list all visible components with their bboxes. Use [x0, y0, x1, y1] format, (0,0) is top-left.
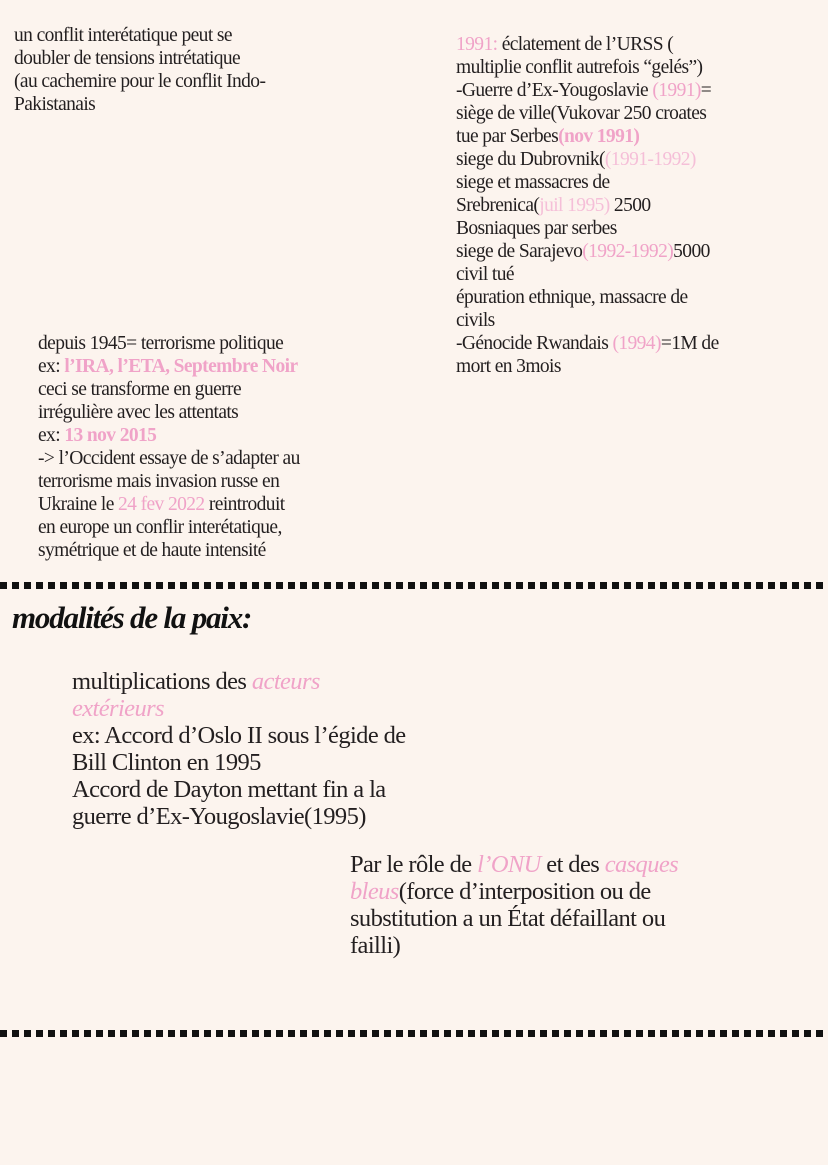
text-fragment: -Génocide Rwandais: [456, 333, 613, 354]
text-line: Bill Clinton en 1995: [72, 749, 261, 776]
text-line: ceci se transforme en guerre: [38, 379, 241, 400]
text-fragment: 2500: [609, 195, 651, 216]
text-line: guerre d’Ex-Yougoslavie(1995): [72, 803, 366, 830]
note-un-peacekeepers: [350, 851, 678, 959]
text-line: mort en 3mois: [456, 356, 561, 377]
keyword-highlight: acteurs: [251, 668, 320, 695]
text-line: [350, 878, 678, 905]
text-fragment: éclatement de l’URSS (: [497, 34, 674, 55]
date-highlight: (1992-1992): [582, 241, 674, 262]
text-line: failli): [350, 932, 401, 959]
text-line: [456, 79, 719, 102]
text-line: [456, 240, 719, 263]
text-line: irrégulière avec les attentats: [38, 402, 239, 423]
text-fragment: siege de Sarajevo: [456, 241, 583, 262]
text-line: -> l’Occident essaye de s’adapter au: [38, 448, 300, 469]
date-highlight: 13 nov 2015: [64, 425, 157, 446]
text-line: [38, 424, 300, 447]
text-fragment: -Guerre d’Ex-Yougoslavie: [456, 80, 653, 101]
date-highlight: juil 1995): [539, 195, 610, 216]
text-line: substitution a un État défaillant ou: [350, 905, 666, 932]
text-fragment: Par le rôle de: [350, 851, 478, 878]
text-line: symétrique et de haute intensité: [38, 540, 266, 561]
text-line: [456, 194, 719, 217]
text-line: [456, 332, 719, 355]
text-fragment: reintroduit: [204, 494, 285, 515]
text-fragment: ex:: [38, 425, 65, 446]
keyword-highlight: bleus: [350, 878, 399, 905]
text-line: [38, 355, 300, 378]
text-line: multiplie conflit autrefois “gelés”): [456, 57, 703, 78]
date-highlight: (nov 1991): [558, 126, 640, 147]
text-line: civil tué: [456, 264, 514, 285]
text-line: en europe un conflir interétatique,: [38, 517, 282, 538]
text-line: [456, 125, 719, 148]
text-fragment: multiplications des: [72, 668, 252, 695]
section-heading: modalités de la paix:: [12, 600, 252, 635]
dashed-divider: [0, 1030, 828, 1037]
note-external-actors: [72, 668, 406, 830]
text-line: [456, 148, 719, 171]
text-fragment: siege du Dubrovnik(: [456, 149, 605, 170]
text-line: depuis 1945= terrorisme politique: [38, 333, 284, 354]
keyword-highlight: l’ONU: [477, 851, 541, 878]
text-line: Accord de Dayton mettant fin a la: [72, 776, 386, 803]
text-line: (au cachemire pour le conflit Indo-: [14, 71, 266, 92]
note-post-1991-conflicts: [456, 33, 719, 378]
text-line: Pakistanais: [14, 94, 96, 115]
text-fragment: (force d’interposition ou de: [398, 878, 651, 905]
text-fragment: =1M de: [660, 333, 719, 354]
text-line: Bosniaques par serbes: [456, 218, 617, 239]
text-line: civils: [456, 310, 495, 331]
text-line: ex: Accord d’Oslo II sous l’égide de: [72, 722, 406, 749]
date-highlight: (1991): [652, 80, 701, 101]
text-line: siege et massacres de: [456, 172, 610, 193]
text-line: [456, 33, 719, 56]
text-line: [72, 668, 406, 695]
text-fragment: Srebrenica(: [456, 195, 540, 216]
note-terrorism: [38, 332, 300, 562]
note-interstate-conflict: [14, 24, 265, 116]
text-fragment: Ukraine le: [38, 494, 119, 515]
dashed-divider: [0, 582, 828, 589]
date-highlight: (1994): [612, 333, 661, 354]
keyword-highlight: extérieurs: [72, 695, 164, 722]
text-line: [350, 851, 678, 878]
text-line: doubler de tensions intrétatique: [14, 48, 241, 69]
text-fragment: =: [700, 80, 712, 101]
text-line: un conflit interétatique peut se: [14, 25, 232, 46]
text-line: terrorisme mais invasion russe en: [38, 471, 280, 492]
text-fragment: tue par Serbes: [456, 126, 559, 147]
text-line: épuration ethnique, massacre de: [456, 287, 688, 308]
text-line: [72, 695, 406, 722]
text-fragment: ex:: [38, 356, 65, 377]
date-highlight: (1991-1992): [604, 149, 696, 170]
keyword-highlight: casques: [604, 851, 679, 878]
date-highlight: 24 fev 2022: [118, 494, 205, 515]
date-highlight: 1991:: [456, 34, 498, 55]
text-fragment: et des: [540, 851, 605, 878]
text-line: [38, 493, 300, 516]
group-highlight: l’IRA, l’ETA, Septembre Noir: [64, 356, 298, 377]
text-line: siège de ville(Vukovar 250 croates: [456, 103, 707, 124]
text-fragment: 5000: [673, 241, 710, 262]
